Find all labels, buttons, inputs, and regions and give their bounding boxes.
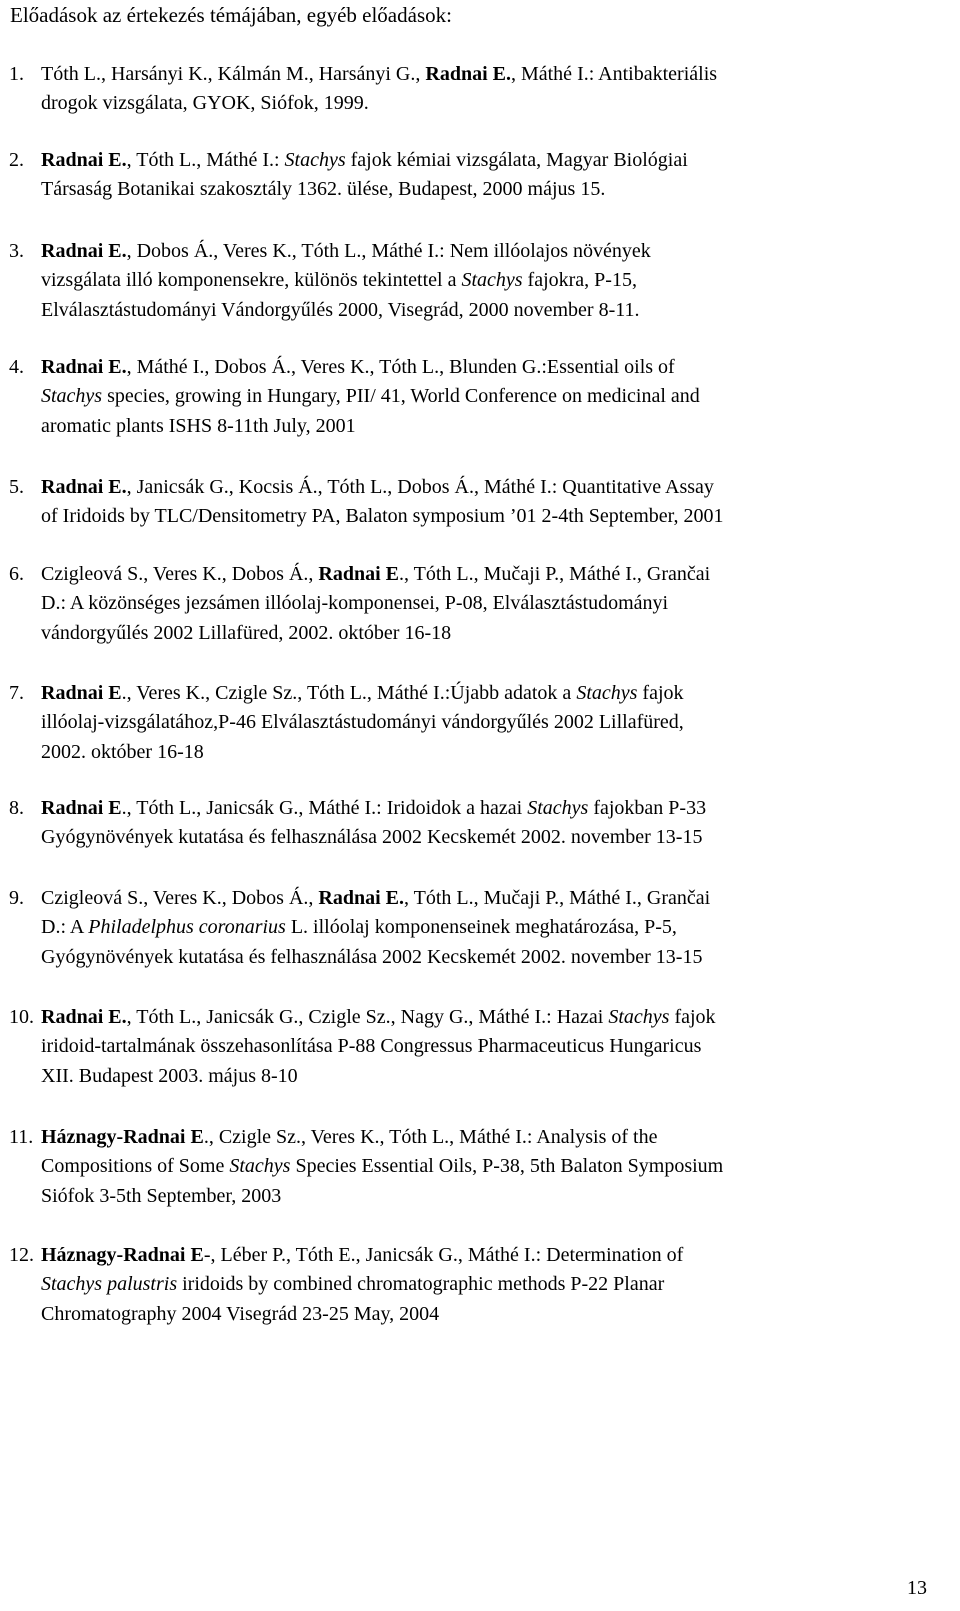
citation-line	[41, 60, 951, 89]
citation-segment: iridoid-tartalmának összehasonlítása P-88 Congressus Pharmaceuticus Hungaricus	[41, 1035, 702, 1058]
taxon-name-italic: Stachys	[608, 1006, 670, 1028]
citation-line	[41, 560, 951, 589]
citation-segment: fajok	[669, 1006, 716, 1028]
citation-segment: 2002. október 16-18	[41, 740, 204, 763]
citation-line	[41, 1182, 951, 1211]
citation-segment: drogok vizsgálata, GYOK, Siófok, 1999.	[41, 92, 369, 115]
citation-text	[41, 794, 951, 853]
citation-line	[41, 1062, 951, 1091]
citation-line	[41, 237, 951, 266]
citation-line	[41, 1123, 951, 1152]
citation-segment: Czigleová S., Veres K., Dobos Á.,	[41, 887, 319, 909]
citation-segment: L. illóolaj komponenseinek meghatározása, P-5,	[285, 916, 677, 939]
item-number: 3.	[9, 240, 24, 262]
taxon-name-italic: Stachys	[576, 682, 638, 704]
citation-segment: aromatic plants ISHS 8-11th July, 2001	[41, 414, 356, 437]
item-number: 9.	[9, 887, 24, 909]
taxon-name-italic: Stachys	[284, 149, 346, 171]
citation-segment: iridoids by combined chromatographic methods P-22 Planar	[177, 1273, 665, 1296]
citation-segment: fajokra, P-15,	[522, 269, 637, 292]
taxon-name-italic: Stachys	[229, 1155, 291, 1178]
citation-segment: Társaság Botanikai szakosztály 1362. ülése, Budapest, 2000 május 15.	[41, 178, 606, 201]
item-number: 6.	[9, 563, 24, 585]
citation-text	[41, 560, 951, 648]
citation-text	[41, 146, 951, 205]
citation-text	[41, 473, 951, 532]
citation-text	[41, 1003, 951, 1091]
page-number: 13	[907, 1577, 927, 1599]
item-number: 11.	[9, 1126, 34, 1148]
citation-line	[41, 1300, 951, 1329]
citation-line	[41, 794, 951, 823]
author-name-bold: Radnai E	[41, 682, 122, 704]
citation-line	[41, 708, 951, 737]
citation-line	[41, 296, 951, 325]
citation-line	[41, 382, 951, 411]
citation-segment: ., Czigle Sz., Veres K., Tóth L., Máthé I.: Analysis of the	[203, 1126, 658, 1148]
citation-line	[41, 679, 951, 708]
citation-line	[41, 89, 951, 118]
author-name-bold: Radnai E.	[41, 240, 127, 262]
citation-segment: vizsgálata illó komponensekre, különös tekintettel a	[41, 269, 462, 292]
citation-segment: Gyógynövények kutatása és felhasználása 2002 Kecskemét 2002. november 13-15	[41, 945, 703, 968]
author-name-bold: Radnai E.	[318, 887, 404, 909]
item-number: 12.	[9, 1244, 34, 1266]
citation-line	[41, 913, 951, 942]
citation-segment: , Máthé I., Dobos Á., Veres K., Tóth L., Blunden G.:Essential oils of	[126, 356, 675, 378]
author-name-bold: Radnai E.	[41, 1006, 127, 1028]
citation-segment: ., Veres K., Czigle Sz., Tóth L., Máthé I.:Újabb adatok a	[121, 682, 577, 704]
citation-line	[41, 619, 951, 648]
citation-segment: Species Essential Oils, P-38, 5th Balaton Symposium	[290, 1155, 724, 1178]
item-number: 2.	[9, 149, 24, 171]
citation-line	[41, 1003, 951, 1032]
citation-segment: vándorgyűlés 2002 Lillafüred, 2002. október 16-18	[41, 621, 452, 644]
citation-line	[41, 1152, 951, 1181]
author-name-bold: Radnai E.	[425, 63, 511, 85]
citation-line	[41, 823, 951, 852]
citation-segment: , Tóth L., Janicsák G., Czigle Sz., Nagy G., Máthé I.: Hazai	[126, 1006, 609, 1028]
citation-segment: illóolaj-vizsgálatához,P-46 Elválasztástudományi vándorgyűlés 2002 Lillafüred,	[41, 711, 684, 734]
citation-segment: , Dobos Á., Veres K., Tóth L., Máthé I.: Nem illóolajos növények	[126, 240, 651, 262]
item-number: 1.	[9, 63, 24, 85]
citation-line	[41, 884, 951, 913]
citation-segment: , Máthé I.: Antibakteriális	[510, 63, 718, 85]
citation-text	[41, 237, 951, 325]
citation-text	[41, 1123, 951, 1211]
taxon-name-italic: Stachys	[461, 269, 523, 292]
citation-segment: D.: A közönséges jezsámen illóolaj-komponensei, P-08, Elválasztástudományi	[41, 592, 669, 615]
item-number: 5.	[9, 476, 24, 498]
taxon-name-italic: Stachys	[527, 797, 589, 819]
citation-segment: fajokban P-33	[588, 797, 707, 819]
citation-text	[41, 679, 951, 767]
citation-segment: D.: A	[41, 916, 89, 939]
citation-line	[41, 1270, 951, 1299]
item-number: 8.	[9, 797, 24, 819]
citation-text	[41, 60, 951, 119]
citation-line	[41, 353, 951, 382]
citation-line	[41, 266, 951, 295]
author-name-bold: Radnai E.	[41, 149, 127, 171]
author-name-bold: Radnai E.	[41, 356, 127, 378]
item-number: 4.	[9, 356, 24, 378]
citation-text	[41, 353, 951, 441]
taxon-name-italic: Philadelphus coronarius	[88, 916, 286, 939]
citation-segment: , Tóth L., Máthé I.:	[126, 149, 285, 171]
author-name-bold: Radnai E	[41, 797, 122, 819]
item-number: 7.	[9, 682, 24, 704]
citation-segment: species, growing in Hungary, PII/ 41, World Conference on medicinal and	[102, 385, 700, 408]
citation-segment: Siófok 3-5th September, 2003	[41, 1184, 282, 1207]
citation-segment: of Iridoids by TLC/Densitometry PA, Balaton symposium ’01 2-4th September, 2001	[41, 505, 724, 528]
citation-line	[41, 1241, 951, 1270]
citation-line	[41, 146, 951, 175]
citation-segment: Tóth L., Harsányi K., Kálmán M., Harsányi G.,	[41, 63, 426, 85]
taxon-name-italic: Stachys palustris	[41, 1273, 178, 1296]
citation-line	[41, 943, 951, 972]
citation-text	[41, 1241, 951, 1329]
citation-segment: , Janicsák G., Kocsis Á., Tóth L., Dobos Á., Máthé I.: Quantitative Assay	[126, 476, 714, 498]
item-number: 10.	[9, 1006, 34, 1028]
citation-text	[41, 884, 951, 972]
citation-segment: , Tóth L., Mučaji P., Máthé I., Grančai	[403, 887, 711, 909]
citation-segment: Chromatography 2004 Visegrád 23-25 May, 2004	[41, 1302, 440, 1325]
citation-segment: Gyógynövények kutatása és felhasználása 2002 Kecskemét 2002. november 13-15	[41, 826, 703, 849]
citation-line	[41, 412, 951, 441]
citation-line	[41, 473, 951, 502]
citation-line	[41, 1032, 951, 1061]
citation-segment: fajok kémiai vizsgálata, Magyar Biológiai	[345, 149, 688, 171]
author-name-bold: Radnai E	[318, 563, 399, 585]
citation-line	[41, 589, 951, 618]
author-name-bold: Háznagy-Radnai E	[41, 1126, 204, 1148]
citation-line	[41, 502, 951, 531]
citation-line	[41, 175, 951, 204]
citation-segment: ., Tóth L., Mučaji P., Máthé I., Grančai	[398, 563, 711, 585]
citation-segment: -, Léber P., Tóth E., Janicsák G., Máthé I.: Determination of	[203, 1244, 684, 1266]
citation-segment: fajok	[637, 682, 684, 704]
author-name-bold: Háznagy-Radnai E	[41, 1244, 204, 1266]
citation-segment: XII. Budapest 2003. május 8-10	[41, 1064, 298, 1087]
citation-line	[41, 738, 951, 767]
author-name-bold: Radnai E.	[41, 476, 127, 498]
citation-segment: Compositions of Some	[41, 1155, 230, 1178]
citation-segment: Czigleová S., Veres K., Dobos Á.,	[41, 563, 319, 585]
citation-segment: ., Tóth L., Janicsák G., Máthé I.: Iridoidok a hazai	[121, 797, 528, 819]
page-title: Előadások az értekezés témájában, egyéb előadások:	[10, 3, 452, 27]
taxon-name-italic: Stachys	[41, 385, 103, 408]
citation-segment: Elválasztástudományi Vándorgyűlés 2000, Visegrád, 2000 november 8-11.	[41, 298, 640, 321]
